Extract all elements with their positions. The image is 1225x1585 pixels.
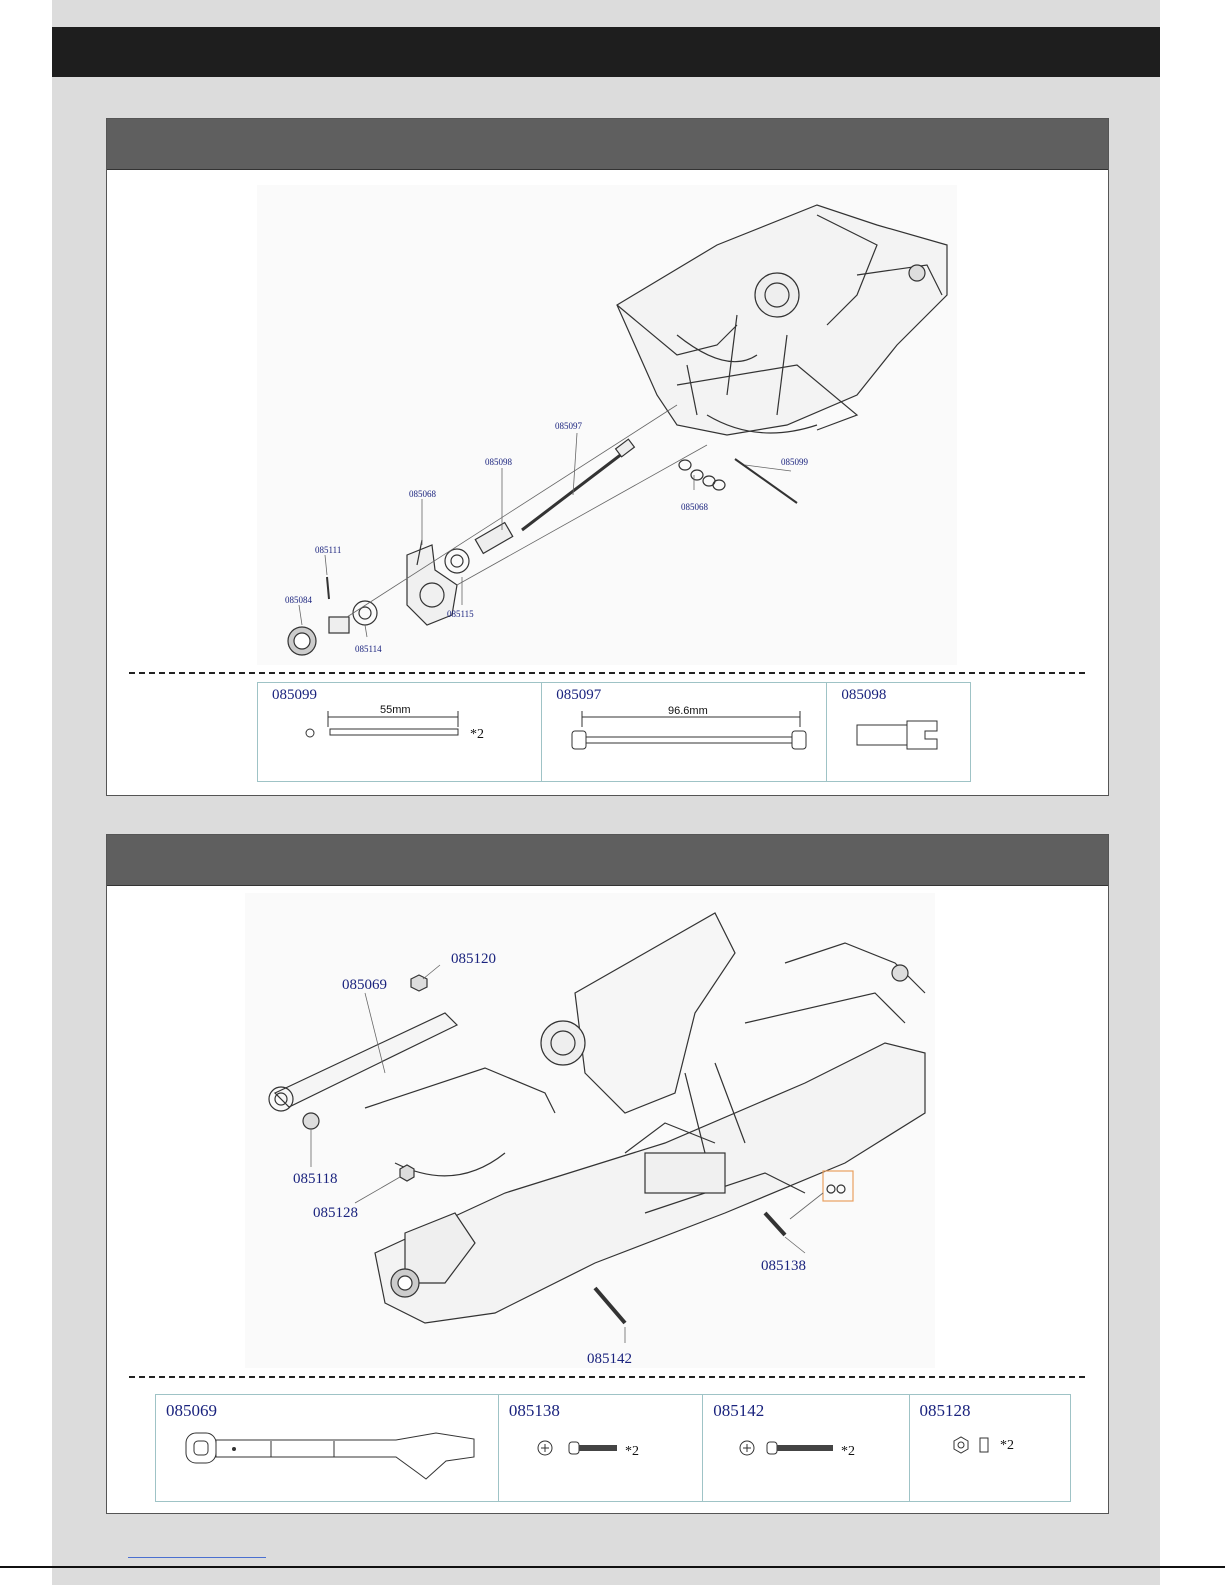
quantity-label: *2 — [624, 1444, 639, 1459]
e-clip-drawing — [306, 729, 314, 737]
callout-label: 085084 — [285, 595, 312, 605]
section-divider — [129, 1376, 1085, 1378]
screw-drawing — [767, 1442, 777, 1454]
part-code: 085099 — [272, 687, 317, 703]
chassis-drawing — [365, 913, 925, 1323]
part-cell — [827, 683, 970, 781]
nut-drawing — [400, 1165, 414, 1181]
callout-label: 085114 — [355, 644, 382, 654]
quantity-label: *2 — [470, 727, 484, 742]
bottom-rule — [0, 1566, 1225, 1568]
nut-drawing — [954, 1437, 968, 1453]
wheel-hex-drawing — [288, 627, 316, 655]
cv-cup-drawing — [475, 523, 512, 554]
screw-drawing — [569, 1442, 579, 1454]
part-code: 085128 — [919, 1401, 971, 1420]
bearing-drawing — [353, 601, 377, 625]
chassis-drawing — [617, 205, 947, 435]
callout-label: 085069 — [342, 977, 387, 993]
dogbone-shaft-drawing — [586, 737, 792, 743]
part-cell — [910, 1395, 1070, 1501]
camber-link-drawing — [186, 1433, 474, 1479]
section-divider — [129, 672, 1085, 674]
callout-label: 085099 — [781, 457, 808, 467]
step-panel-2 — [106, 834, 1109, 1514]
callout-label: 085111 — [315, 545, 342, 555]
step-1-exploded-view — [257, 185, 957, 665]
part-code: 085138 — [508, 1401, 560, 1420]
callout-label: 085128 — [313, 1205, 358, 1221]
dimension-label: 96.6mm — [668, 705, 708, 717]
step-2-exploded-view — [245, 893, 935, 1368]
callout-label: 085098 — [485, 457, 512, 467]
ball-drawing — [303, 1113, 319, 1129]
part-cell — [542, 683, 827, 781]
screw-drawing — [595, 1288, 625, 1323]
part-cell — [499, 1395, 703, 1501]
step-panel-1 — [106, 118, 1109, 796]
callout-label: 085138 — [761, 1258, 806, 1274]
hinge-pin-drawing — [330, 729, 458, 735]
pin-drawing — [327, 577, 329, 599]
dogbone-end-drawing — [792, 731, 806, 749]
bearing-drawing — [445, 549, 469, 573]
dogbone-end-drawing — [572, 731, 586, 749]
part-cell — [703, 1395, 909, 1501]
dimension-label: 55mm — [380, 704, 411, 716]
part-code: 085097 — [556, 687, 602, 703]
part-cell — [258, 683, 542, 781]
axle-drawing — [329, 617, 349, 633]
footer-link[interactable] — [128, 1557, 266, 1558]
quantity-label: *2 — [841, 1444, 856, 1459]
callout-label: 085068 — [681, 502, 708, 512]
callout-label: 085068 — [409, 489, 436, 499]
step-1-header — [107, 119, 1108, 170]
page-header-bar — [52, 27, 1160, 77]
parts-reference-box — [257, 682, 971, 782]
nut-side-drawing — [980, 1438, 988, 1452]
callout-label: 085120 — [451, 951, 496, 967]
part-cell — [156, 1395, 499, 1501]
camber-link-drawing — [269, 1013, 457, 1111]
quantity-label: *2 — [999, 1438, 1014, 1453]
spacer-drawing — [679, 460, 725, 490]
step-2-header — [107, 835, 1108, 886]
parts-reference-box — [155, 1394, 1071, 1502]
cv-cup-drawing — [857, 725, 907, 745]
callout-label: 085097 — [555, 421, 582, 431]
callout-label: 085142 — [587, 1351, 632, 1367]
part-code: 085142 — [713, 1401, 765, 1420]
part-code: 085098 — [841, 687, 887, 703]
part-code: 085069 — [166, 1401, 217, 1420]
screw-drawing — [765, 1213, 785, 1235]
callout-label: 085118 — [293, 1171, 338, 1187]
drive-shaft-drawing — [522, 439, 634, 530]
callout-label: 085115 — [447, 609, 474, 619]
